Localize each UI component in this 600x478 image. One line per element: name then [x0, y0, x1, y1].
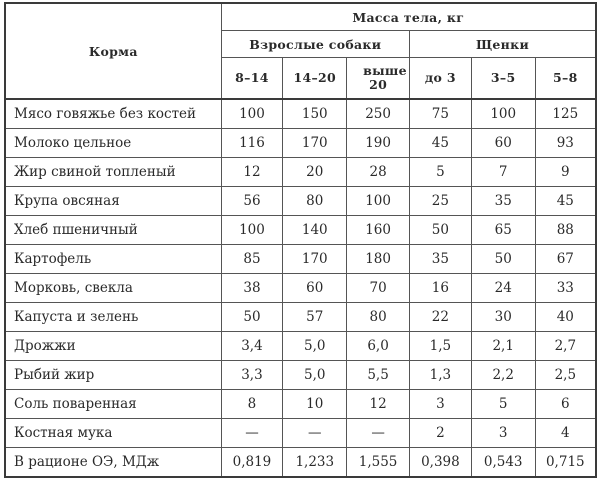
feed-name-cell: Морковь, свекла: [5, 274, 221, 303]
feed-name-cell: Рыбий жир: [5, 361, 221, 390]
value-cell: 3,3: [221, 361, 283, 390]
col-header-puppy-up-to-3: до 3: [409, 58, 471, 100]
value-cell: 5,0: [283, 361, 347, 390]
value-cell: —: [283, 419, 347, 448]
col-header-adult-8-14: 8–14: [221, 58, 283, 100]
value-cell: 1,555: [347, 448, 410, 478]
table-row: [5, 129, 596, 158]
value-cell: 35: [409, 245, 471, 274]
table-row: [5, 448, 596, 478]
value-cell: 60: [283, 274, 347, 303]
value-cell: 7: [471, 158, 535, 187]
value-cell: 8: [221, 390, 283, 419]
value-cell: 70: [347, 274, 410, 303]
value-cell: 88: [535, 216, 596, 245]
puppies-header: Щенки: [409, 31, 596, 58]
table-row: [5, 361, 596, 390]
adult-dogs-header: Взрослые собаки: [221, 31, 409, 58]
feed-name-cell: Крупа овсяная: [5, 187, 221, 216]
value-cell: 93: [535, 129, 596, 158]
table-row: [5, 216, 596, 245]
value-cell: 28: [347, 158, 410, 187]
value-cell: 5: [409, 158, 471, 187]
value-cell: 25: [409, 187, 471, 216]
body-mass-header: Масса тела, кг: [221, 3, 596, 31]
value-cell: 45: [535, 187, 596, 216]
value-cell: 180: [347, 245, 410, 274]
col-header-puppy-3-5: 3–5: [471, 58, 535, 100]
value-cell: —: [221, 419, 283, 448]
table-row: [5, 390, 596, 419]
feed-name-cell: Картофель: [5, 245, 221, 274]
value-cell: 3,4: [221, 332, 283, 361]
value-cell: 1,233: [283, 448, 347, 478]
value-cell: 170: [283, 129, 347, 158]
value-cell: 3: [409, 390, 471, 419]
value-cell: 50: [221, 303, 283, 332]
value-cell: 6: [535, 390, 596, 419]
value-cell: 45: [409, 129, 471, 158]
value-cell: 30: [471, 303, 535, 332]
feed-name-cell: Хлеб пшеничный: [5, 216, 221, 245]
value-cell: 75: [409, 99, 471, 129]
value-cell: 190: [347, 129, 410, 158]
value-cell: 50: [471, 245, 535, 274]
value-cell: —: [347, 419, 410, 448]
value-cell: 80: [283, 187, 347, 216]
value-cell: 0,819: [221, 448, 283, 478]
col-header-adult-14-20: 14–20: [283, 58, 347, 100]
value-cell: 3: [471, 419, 535, 448]
table-row: [5, 245, 596, 274]
value-cell: 2,2: [471, 361, 535, 390]
value-cell: 56: [221, 187, 283, 216]
value-cell: 160: [347, 216, 410, 245]
value-cell: 100: [221, 99, 283, 129]
value-cell: 16: [409, 274, 471, 303]
value-cell: 9: [535, 158, 596, 187]
value-cell: 1,5: [409, 332, 471, 361]
value-cell: 116: [221, 129, 283, 158]
col-header-adult-over-20: [347, 58, 410, 100]
value-cell: 65: [471, 216, 535, 245]
value-cell: 100: [347, 187, 410, 216]
value-cell: 80: [347, 303, 410, 332]
value-cell: 20: [283, 158, 347, 187]
value-cell: 40: [535, 303, 596, 332]
table-row: [5, 419, 596, 448]
value-cell: 150: [283, 99, 347, 129]
value-cell: 125: [535, 99, 596, 129]
value-cell: 10: [283, 390, 347, 419]
feed-name-cell: Молоко цельное: [5, 129, 221, 158]
value-cell: 2,5: [535, 361, 596, 390]
value-cell: 100: [471, 99, 535, 129]
feed-column-header: Корма: [5, 3, 221, 99]
feed-name-cell: Жир свиной топленый: [5, 158, 221, 187]
feed-ration-table: [4, 2, 597, 478]
feed-name-cell: В рационе ОЭ, МДж: [5, 448, 221, 478]
value-cell: 35: [471, 187, 535, 216]
value-cell: 12: [347, 390, 410, 419]
value-cell: 140: [283, 216, 347, 245]
value-cell: 60: [471, 129, 535, 158]
value-cell: 0,543: [471, 448, 535, 478]
table-row: [5, 187, 596, 216]
value-cell: 1,3: [409, 361, 471, 390]
value-cell: 5,5: [347, 361, 410, 390]
table-row: [5, 274, 596, 303]
value-cell: 85: [221, 245, 283, 274]
feed-name-cell: Костная мука: [5, 419, 221, 448]
feed-name-cell: Соль поваренная: [5, 390, 221, 419]
value-cell: 5: [471, 390, 535, 419]
value-cell: 2: [409, 419, 471, 448]
table-row: [5, 332, 596, 361]
value-cell: 4: [535, 419, 596, 448]
feed-name-cell: Дрожжи: [5, 332, 221, 361]
value-cell: 22: [409, 303, 471, 332]
value-cell: 50: [409, 216, 471, 245]
value-cell: 67: [535, 245, 596, 274]
value-cell: 57: [283, 303, 347, 332]
table-row: [5, 99, 596, 129]
table-row: [5, 303, 596, 332]
col-header-adult-over-20-text: выше 20: [363, 63, 407, 92]
col-header-puppy-5-8: 5–8: [535, 58, 596, 100]
table-body: [5, 99, 596, 477]
value-cell: 12: [221, 158, 283, 187]
value-cell: 100: [221, 216, 283, 245]
feed-name-cell: Мясо говяжье без костей: [5, 99, 221, 129]
value-cell: 0,398: [409, 448, 471, 478]
value-cell: 24: [471, 274, 535, 303]
feed-name-cell: Капуста и зелень: [5, 303, 221, 332]
value-cell: 2,7: [535, 332, 596, 361]
table-row: [5, 158, 596, 187]
value-cell: 0,715: [535, 448, 596, 478]
value-cell: 250: [347, 99, 410, 129]
value-cell: 2,1: [471, 332, 535, 361]
value-cell: 38: [221, 274, 283, 303]
value-cell: 6,0: [347, 332, 410, 361]
value-cell: 33: [535, 274, 596, 303]
value-cell: 5,0: [283, 332, 347, 361]
value-cell: 170: [283, 245, 347, 274]
